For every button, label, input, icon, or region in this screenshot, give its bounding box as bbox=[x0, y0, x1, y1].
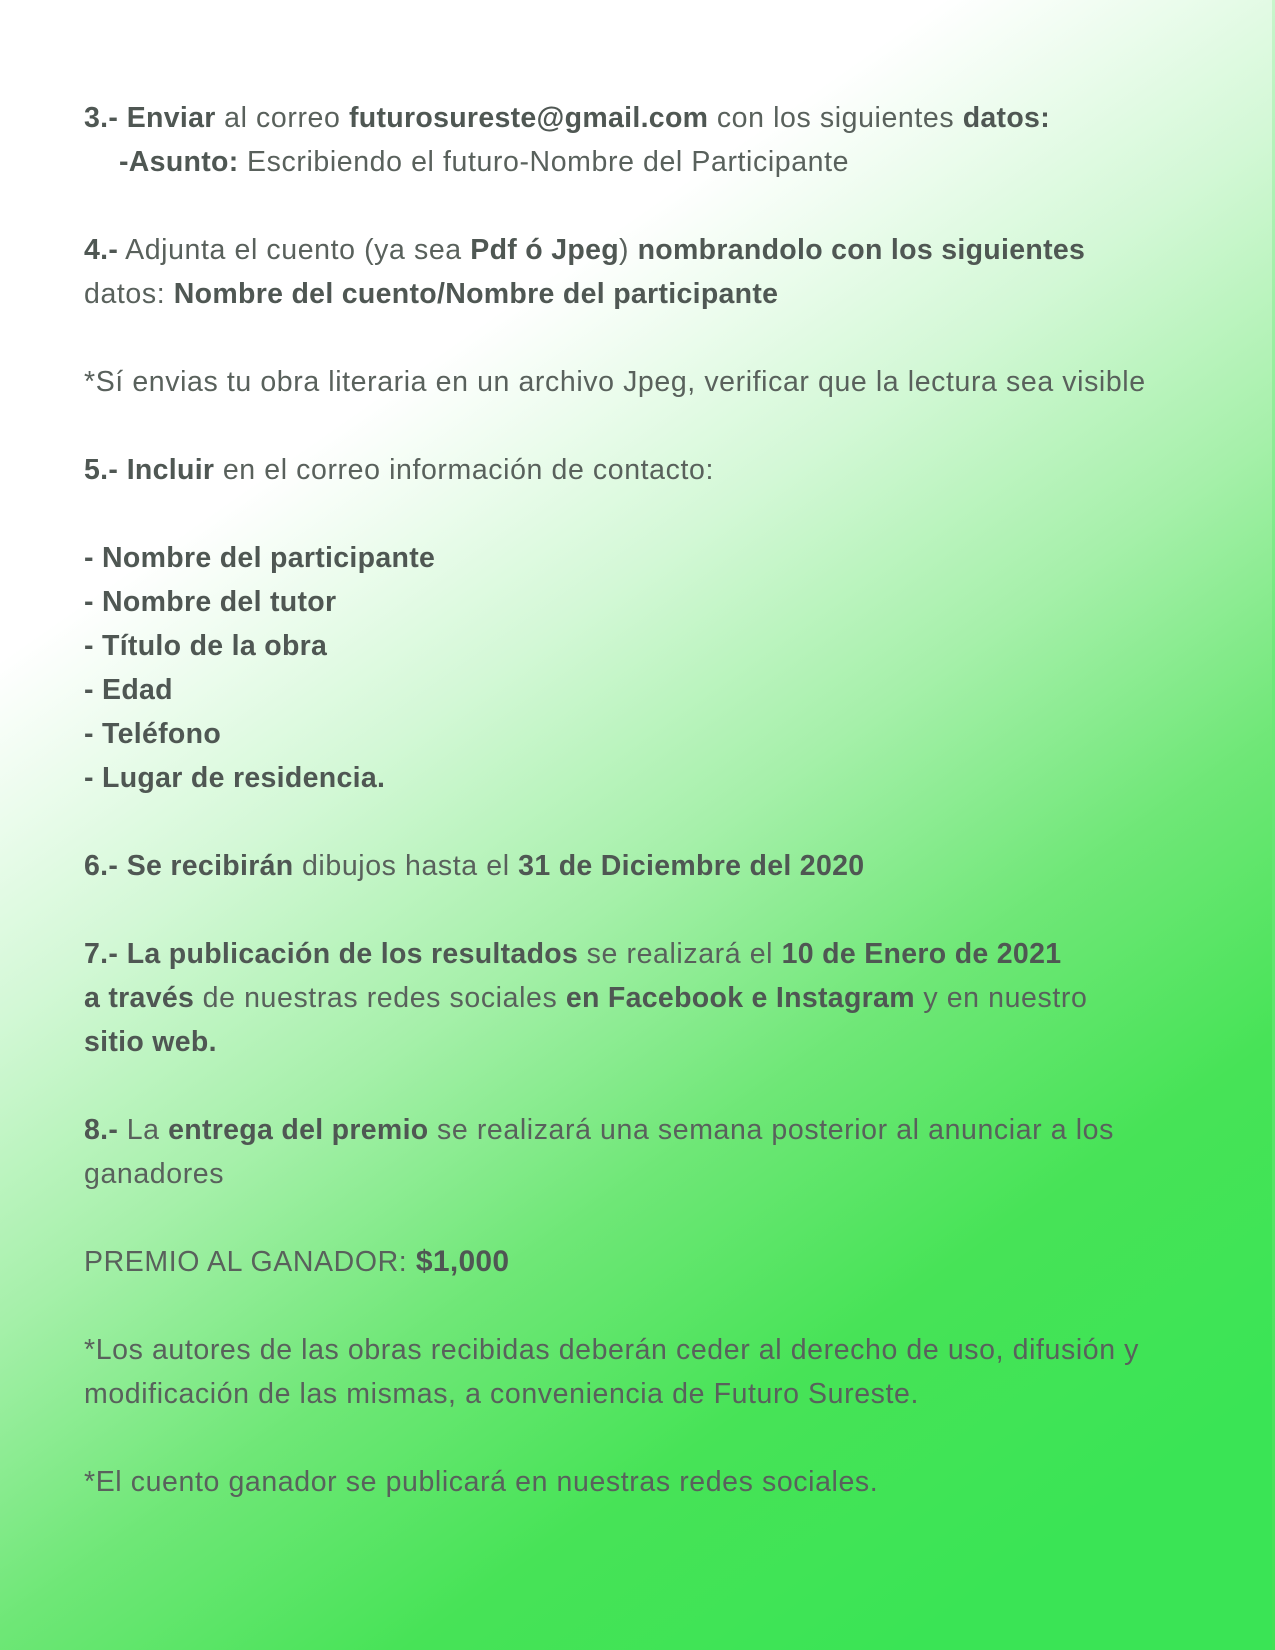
subject-label: -Asunto: bbox=[119, 146, 239, 178]
jpeg-note: *Sí envias tu obra literaria en un archivo Jpeg, verificar que la lectura sea visible bbox=[84, 366, 1146, 398]
contact-item-title: - Título de la obra bbox=[84, 630, 328, 662]
step-8-text-1: La bbox=[118, 1114, 169, 1146]
step-4-number: 4.- bbox=[84, 234, 119, 266]
step-8-subject: entrega del premio bbox=[168, 1114, 429, 1146]
social-networks: en Facebook e Instagram bbox=[565, 982, 915, 1014]
prize-label: PREMIO AL GANADOR: bbox=[84, 1246, 416, 1278]
website-label: sitio web. bbox=[84, 1026, 217, 1058]
step-7-text-1: se realizará el bbox=[578, 938, 782, 970]
file-name-format: Nombre del cuento/Nombre del participante bbox=[173, 278, 779, 310]
step-8-number: 8.- bbox=[84, 1114, 119, 1146]
step-3-datos: datos: bbox=[962, 102, 1051, 134]
results-date: 10 de Enero de 2021 bbox=[781, 938, 1062, 970]
contest-rules-document bbox=[84, 96, 1214, 1504]
contact-item-phone: - Teléfono bbox=[84, 718, 222, 750]
step-8-text-2: se realizará una semana posterior al anunciar a los ganadores bbox=[84, 1114, 1114, 1190]
step-7-text-3: y en nuestro bbox=[914, 982, 1088, 1014]
step-5-text-1: en el correo información de contacto: bbox=[214, 454, 714, 486]
step-7-number: 7.- bbox=[84, 938, 119, 970]
step-4-line-2 bbox=[84, 272, 1214, 316]
step-4-naming: nombrandolo con los siguientes bbox=[637, 234, 1086, 266]
step-3-text-2: con los siguientes bbox=[708, 102, 963, 134]
step-3-line bbox=[84, 96, 1214, 140]
subject-value: Escribiendo el futuro-Nombre del Participante bbox=[238, 146, 850, 178]
step-3-text-1: al correo bbox=[215, 102, 349, 134]
prize-line bbox=[84, 1240, 1214, 1284]
step-3-verb: Enviar bbox=[126, 102, 216, 134]
step-3-number: 3.- bbox=[84, 102, 119, 134]
file-formats: Pdf ó Jpeg bbox=[470, 234, 619, 266]
step-4-line bbox=[84, 228, 1214, 272]
step-5-line bbox=[84, 448, 1214, 492]
step-7-line bbox=[84, 932, 1214, 976]
step-6-text-1: dibujos hasta el bbox=[293, 850, 519, 882]
step-4-text-1: Adjunta el cuento (ya sea bbox=[118, 234, 471, 266]
contact-item-age: - Edad bbox=[84, 674, 173, 706]
step-7-subject: La publicación de los resultados bbox=[126, 938, 579, 970]
step-6-line bbox=[84, 844, 1214, 888]
step-6-verb: Se recibirán bbox=[126, 850, 294, 882]
deadline-date: 31 de Diciembre del 2020 bbox=[518, 850, 865, 882]
contact-item-participant: - Nombre del participante bbox=[84, 542, 436, 574]
publish-note: *El cuento ganador se publicará en nuestras redes sociales. bbox=[84, 1466, 879, 1498]
step-7-via: a través bbox=[84, 982, 195, 1014]
step-3-subject-line bbox=[84, 140, 1214, 184]
step-4-text-3: datos: bbox=[84, 278, 174, 310]
step-6-number: 6.- bbox=[84, 850, 119, 882]
rights-note: *Los autores de las obras recibidas deberán ceder al derecho de uso, difusión y modificación de las mismas, a conveniencia de Futuro Sureste. bbox=[84, 1334, 1140, 1410]
contact-item-residence: - Lugar de residencia. bbox=[84, 762, 386, 794]
step-8-line bbox=[84, 1108, 1214, 1196]
step-7-text-2: de nuestras redes sociales bbox=[194, 982, 566, 1014]
step-4-text-2: ) bbox=[618, 234, 638, 266]
step-7-line-2 bbox=[84, 976, 1214, 1020]
step-5-verb: Incluir bbox=[126, 454, 215, 486]
contact-email: futurosureste@gmail.com bbox=[348, 102, 709, 134]
step-5-number: 5.- bbox=[84, 454, 119, 486]
contact-item-tutor: - Nombre del tutor bbox=[84, 586, 337, 618]
prize-amount: $1,000 bbox=[415, 1245, 510, 1278]
